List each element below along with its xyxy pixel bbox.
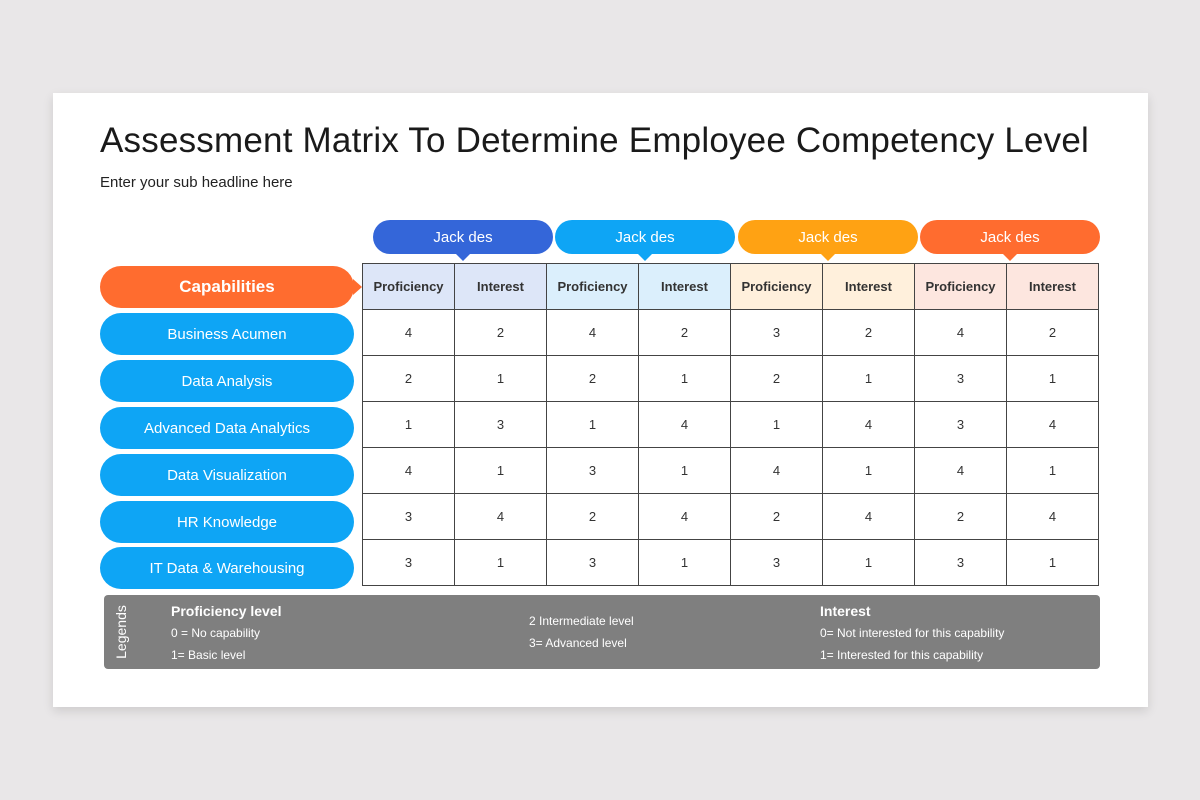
pointer-right-icon — [353, 279, 362, 295]
capabilities-header-label: Capabilities — [179, 277, 275, 296]
table-cell: 4 — [1007, 494, 1099, 540]
capability-label: Data Visualization — [167, 466, 287, 484]
person-name: Jack des — [615, 228, 675, 246]
table-cell: 4 — [731, 448, 823, 494]
table-cell: 1 — [823, 356, 915, 402]
matrix-header-row — [363, 264, 1099, 310]
page-title: Assessment Matrix To Determine Employee Competency Level — [100, 121, 1090, 160]
table-cell: 3 — [455, 402, 547, 448]
table-cell: 4 — [823, 494, 915, 540]
column-header-interest: Interest — [823, 264, 915, 310]
column-header-proficiency: Proficiency — [731, 264, 823, 310]
person-name: Jack des — [980, 228, 1040, 246]
column-header-proficiency: Proficiency — [363, 264, 455, 310]
table-cell: 4 — [915, 448, 1007, 494]
legend-label-text: Legends — [113, 605, 129, 659]
table-cell: 4 — [363, 448, 455, 494]
table-cell: 1 — [823, 540, 915, 586]
legend-panel — [104, 595, 1100, 669]
table-row — [363, 494, 1099, 540]
legend-item: 0= Not interested for this capability — [820, 626, 1005, 640]
capability-row-label — [100, 313, 354, 355]
capability-label: IT Data & Warehousing — [149, 559, 305, 577]
table-cell: 2 — [823, 310, 915, 356]
table-row — [363, 540, 1099, 586]
capability-row-label — [100, 360, 354, 402]
pointer-down-icon — [455, 253, 471, 261]
capability-row-label — [100, 547, 354, 589]
table-cell: 3 — [915, 540, 1007, 586]
table-cell: 2 — [547, 356, 639, 402]
table-cell: 1 — [1007, 448, 1099, 494]
table-cell: 2 — [915, 494, 1007, 540]
column-header-proficiency: Proficiency — [547, 264, 639, 310]
capability-label: Advanced Data Analytics — [144, 419, 310, 437]
column-header-interest: Interest — [639, 264, 731, 310]
table-cell: 4 — [639, 402, 731, 448]
legend-item: 0 = No capability — [171, 626, 261, 640]
person-name: Jack des — [433, 228, 493, 246]
table-cell: 2 — [1007, 310, 1099, 356]
person-header-1 — [373, 220, 553, 254]
person-header-2 — [555, 220, 735, 254]
table-row — [363, 402, 1099, 448]
table-cell: 3 — [731, 540, 823, 586]
table-row — [363, 448, 1099, 494]
table-cell: 1 — [455, 540, 547, 586]
table-cell: 2 — [455, 310, 547, 356]
column-header-proficiency: Proficiency — [915, 264, 1007, 310]
capability-row-label — [100, 407, 354, 449]
capabilities-header — [100, 266, 354, 308]
legend-proficiency-heading: Proficiency level — [171, 603, 282, 619]
table-cell: 2 — [363, 356, 455, 402]
pointer-down-icon — [637, 253, 653, 261]
person-name: Jack des — [798, 228, 858, 246]
person-header-4 — [920, 220, 1100, 254]
table-cell: 1 — [455, 448, 547, 494]
assessment-matrix — [362, 263, 1099, 586]
legend-item: 1= Basic level — [171, 648, 246, 662]
capability-row-label — [100, 454, 354, 496]
person-header-3 — [738, 220, 918, 254]
table-cell: 3 — [547, 448, 639, 494]
table-cell: 1 — [639, 448, 731, 494]
column-header-interest: Interest — [1007, 264, 1099, 310]
table-cell: 1 — [639, 540, 731, 586]
table-row — [363, 310, 1099, 356]
table-cell: 1 — [547, 402, 639, 448]
table-cell: 3 — [731, 310, 823, 356]
legend-item: 2 Intermediate level — [529, 614, 634, 628]
column-header-interest: Interest — [455, 264, 547, 310]
table-cell: 1 — [1007, 540, 1099, 586]
legend-item: 1= Interested for this capability — [820, 648, 984, 662]
table-cell: 2 — [639, 310, 731, 356]
table-cell: 1 — [731, 402, 823, 448]
table-cell: 1 — [455, 356, 547, 402]
table-cell: 3 — [915, 402, 1007, 448]
table-cell: 1 — [823, 448, 915, 494]
page-subtitle: Enter your sub headline here — [100, 174, 293, 191]
table-row — [363, 356, 1099, 402]
pointer-down-icon — [1002, 253, 1018, 261]
table-cell: 2 — [547, 494, 639, 540]
table-cell: 2 — [731, 356, 823, 402]
capability-label: HR Knowledge — [176, 513, 278, 531]
capability-label: Business Acumen — [167, 325, 287, 343]
table-cell: 1 — [363, 402, 455, 448]
capability-label: Data Analysis — [181, 372, 273, 390]
table-cell: 1 — [639, 356, 731, 402]
capability-row-label — [100, 501, 354, 543]
table-cell: 4 — [547, 310, 639, 356]
table-cell: 4 — [455, 494, 547, 540]
table-cell: 3 — [547, 540, 639, 586]
pointer-down-icon — [820, 253, 836, 261]
table-cell: 1 — [1007, 356, 1099, 402]
slide — [53, 93, 1148, 707]
table-cell: 2 — [731, 494, 823, 540]
legend-interest-heading: Interest — [820, 603, 871, 619]
table-cell: 4 — [1007, 402, 1099, 448]
table-cell: 4 — [915, 310, 1007, 356]
table-cell: 4 — [363, 310, 455, 356]
table-cell: 4 — [639, 494, 731, 540]
table-cell: 3 — [363, 540, 455, 586]
table-cell: 3 — [915, 356, 1007, 402]
legend-item: 3= Advanced level — [529, 636, 627, 650]
legend-label — [110, 595, 132, 669]
table-cell: 4 — [823, 402, 915, 448]
table-cell: 3 — [363, 494, 455, 540]
